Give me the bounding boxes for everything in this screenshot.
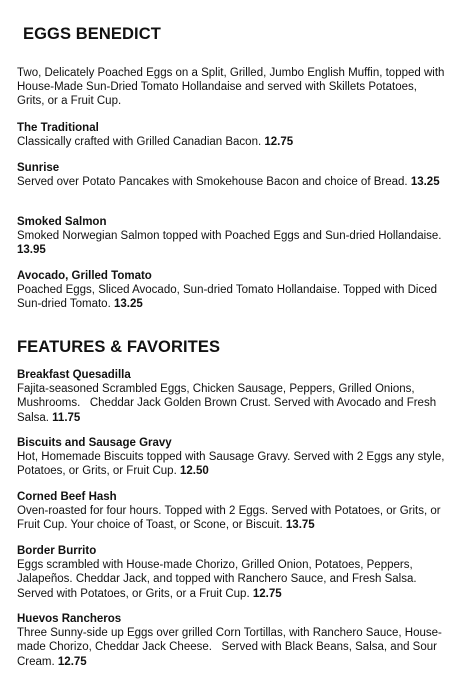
menu-item-description: Oven-roasted for four hours. Topped with 2 Eggs. Served with Potatoes, or Grits, or Fruit Cup. Your choice of Toast, or Scone, or Biscuit. xyxy=(17,505,441,532)
menu-item-price: 13.25 xyxy=(410,176,440,189)
menu-item-price: 12.75 xyxy=(57,655,87,668)
menu-item xyxy=(17,490,447,533)
menu-item-name: Smoked Salmon xyxy=(17,216,107,228)
menu-item-name: Breakfast Quesadilla xyxy=(17,369,131,381)
menu-item-price: 13.95 xyxy=(17,244,46,257)
section-title-features-favorites: FEATURES & FAVORITES xyxy=(17,338,221,356)
section-title-eggs-benedict: EGGS BENEDICT xyxy=(23,25,161,43)
menu-item-name: Huevos Rancheros xyxy=(17,613,122,625)
menu-item xyxy=(17,368,447,425)
menu-item-price: 12.75 xyxy=(252,587,282,600)
menu-item xyxy=(17,436,447,479)
menu-item-price: 13.75 xyxy=(285,519,315,532)
menu-item-description: Poached Eggs, Sliced Avocado, Sun-dried Tomato Hollandaise. Topped with Diced Sun-dried Tomato. xyxy=(17,284,438,311)
menu-item-description: Served over Potato Pancakes with Smokehouse Bacon and choice of Bread. xyxy=(17,176,408,189)
menu-item-name: Sunrise xyxy=(17,162,60,174)
menu-item-price: 12.75 xyxy=(264,136,294,149)
menu-item-name: Biscuits and Sausage Gravy xyxy=(17,437,172,449)
menu-item-price: 11.75 xyxy=(52,411,81,424)
menu-item xyxy=(17,612,447,669)
menu-item xyxy=(17,161,447,189)
menu-item-description: Fajita-seasoned Scrambled Eggs, Chicken Sausage, Peppers, Grilled Onions, Mushrooms. Cheddar Jack Golden Brown Crust. Served with Avocado and Fresh Salsa. xyxy=(17,383,440,424)
eggs-benedict-intro: Two, Delicately Poached Eggs on a Split, Grilled, Jumbo English Muffin, topped with House-Made Sun-Dried Tomato Hollandaise and served with Skillets Potatoes, Grits, or a Fruit Cup. xyxy=(17,67,448,108)
menu-item-name: Corned Beef Hash xyxy=(17,491,117,503)
menu-item xyxy=(17,269,447,312)
menu-item-description: Hot, Homemade Biscuits topped with Sausage Gravy. Served with 2 Eggs any style, Potatoes, or Grits, or Fruit Cup. xyxy=(17,451,445,478)
menu-item-price: 12.50 xyxy=(179,465,209,478)
menu-item-description: Eggs scrambled with House-made Chorizo, Grilled Onion, Potatoes, Peppers, Jalapeños. Cheddar Jack, and topped with Ranchero Sauce, and Fresh Salsa. Served with Potatoes, or Grits, or a Fruit Cup. xyxy=(17,559,417,600)
menu-item xyxy=(17,215,447,258)
menu-item-description: Smoked Norwegian Salmon topped with Poached Eggs and Sun-dried Hollandaise. xyxy=(17,230,442,243)
menu-item-name: Avocado, Grilled Tomato xyxy=(17,270,152,282)
menu-item-description: Three Sunny-side up Eggs over grilled Corn Tortillas, with Ranchero Sauce, House-made Chorizo, Cheddar Jack Cheese. Served with Black Beans, Salsa, and Sour Cream. xyxy=(17,627,442,668)
menu-item xyxy=(17,121,447,149)
menu-item-price: 13.25 xyxy=(113,298,143,311)
menu-item-description: Classically crafted with Grilled Canadian Bacon. xyxy=(17,136,262,149)
menu-item-name: The Traditional xyxy=(17,122,99,134)
menu-item-name: Border Burrito xyxy=(17,545,97,557)
menu-item xyxy=(17,544,447,601)
